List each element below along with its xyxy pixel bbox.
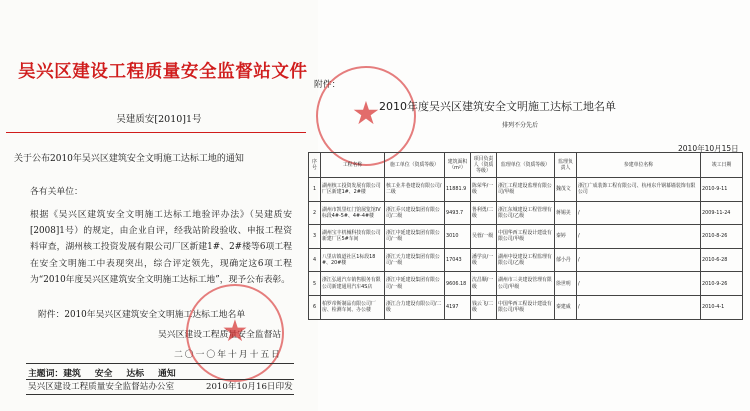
table-cell: 9493.7 bbox=[445, 201, 471, 225]
table-cell: / bbox=[577, 248, 701, 272]
table-cell: 4197 bbox=[445, 295, 471, 319]
table-cell: 浙江工程建设监理有限公司/甲级 bbox=[497, 178, 555, 202]
table-cell: 浙江广成装饰工程有限公司、杭州东升钢幕墙装饰有限公司 bbox=[577, 178, 701, 202]
table-cell: 3 bbox=[309, 225, 321, 249]
subject-words bbox=[28, 366, 190, 379]
subject-word: 达标 bbox=[126, 369, 145, 379]
document-header: 吴兴区建设工程质量安全监督站文件 bbox=[18, 62, 308, 82]
table-cell: 湖州宝丰机械科技有限公司新建厂区5#车间 bbox=[321, 225, 385, 249]
table-row bbox=[309, 272, 743, 296]
order-note: 排列不分先后 bbox=[502, 122, 539, 129]
table-cell: 鲁利勇/二级 bbox=[471, 201, 497, 225]
notice-title: 关于公布2010年吴兴区建筑安全文明施工达标工地的通知 bbox=[14, 154, 244, 164]
table-cell: / bbox=[577, 295, 701, 319]
issuing-office: 吴兴区建设工程质量安全监督站办公室 bbox=[28, 382, 175, 392]
table-cell: 中国华西工程设计建设有限公司/甲级 bbox=[497, 295, 555, 319]
print-date: 2010年10月16日印发 bbox=[206, 382, 293, 392]
table-cell: 5 bbox=[309, 272, 321, 296]
list-title: 2010年度吴兴区建筑安全文明施工达标工地名单 bbox=[379, 100, 616, 113]
table-cell: 湖州核工投资发展有限公司厂区新建1#、2#楼 bbox=[321, 178, 385, 202]
seal-star-icon: ★ bbox=[351, 94, 381, 132]
table-row bbox=[309, 248, 743, 272]
table-row bbox=[309, 295, 743, 319]
table-cell: 4 bbox=[309, 248, 321, 272]
table-cell: 浙江乔兴建设集团有限公司/二级 bbox=[385, 201, 445, 225]
table-cell: 柏罗帝斯制品有限公司厂房、检测车间、办公楼 bbox=[321, 295, 385, 319]
table-header-row bbox=[309, 153, 743, 178]
sites-table bbox=[308, 152, 742, 320]
table-cell: 2010-6-28 bbox=[701, 248, 743, 272]
table-cell: 湖州市凯里红门馆展览馆IV标段4#-5#、4#-4#楼 bbox=[321, 201, 385, 225]
column-header: 监理负责人 bbox=[555, 153, 577, 178]
subject-word: 主题词：建筑 bbox=[28, 369, 81, 379]
table-cell: 沈昌顺/一级 bbox=[471, 272, 497, 296]
table-cell: 6 bbox=[309, 295, 321, 319]
subject-word: 通知 bbox=[158, 369, 176, 379]
column-header: 序号 bbox=[309, 153, 321, 178]
issuer-name: 吴兴区建设工程质量安全监督站 bbox=[158, 330, 282, 340]
table-cell: 浙江合力建设有限公司/二级 bbox=[385, 295, 445, 319]
attachment-note: 附件：2010年吴兴区建筑安全文明施工达标工地名单 bbox=[38, 310, 246, 320]
table-cell: 浙江天力建设集团有限公司/一级 bbox=[385, 248, 445, 272]
table-cell: 11881.9 bbox=[445, 178, 471, 202]
table-cell: 八里店镇道社区1标段18#、20#楼 bbox=[321, 248, 385, 272]
table-cell: 潘学良/一级 bbox=[471, 248, 497, 272]
column-header: 建筑面积（m²） bbox=[445, 153, 471, 178]
column-header: 监理单位（资质等级） bbox=[497, 153, 555, 178]
official-seal-icon bbox=[186, 284, 284, 382]
table-cell: 钱云飞/二级 bbox=[471, 295, 497, 319]
table-cell: 浙江中延建设集团有限公司/一级 bbox=[385, 272, 445, 296]
table-cell: 湖州中设建设工程监理有限公司/乙级 bbox=[497, 248, 555, 272]
table-cell: 2010-4-1 bbox=[701, 295, 743, 319]
table-cell: 秦婷 bbox=[555, 225, 577, 249]
table-cell: 2 bbox=[309, 201, 321, 225]
column-header: 参建单位名称 bbox=[577, 153, 701, 178]
table-cell: 2010-9-26 bbox=[701, 272, 743, 296]
table-cell: / bbox=[577, 225, 701, 249]
table-cell: 秦建威 bbox=[555, 295, 577, 319]
divider bbox=[26, 394, 294, 395]
table-cell: 浙江弘通汽车销售服务有限公司新建通用汽车4S店 bbox=[321, 272, 385, 296]
table-cell: 3010 bbox=[445, 225, 471, 249]
table-cell: 吴蓉/一级 bbox=[471, 225, 497, 249]
table-cell: 蒋锡美 bbox=[555, 201, 577, 225]
table-cell: / bbox=[577, 272, 701, 296]
table-cell: 郁小丹 bbox=[555, 248, 577, 272]
seal-star-icon: ★ bbox=[221, 314, 249, 349]
table-cell: 17043 bbox=[445, 248, 471, 272]
table-cell: 核工业井巷建设有限公司/二级 bbox=[385, 178, 445, 202]
divider bbox=[26, 363, 294, 364]
table-cell: 徐世明 bbox=[555, 272, 577, 296]
table-cell: 魏茂文 bbox=[555, 178, 577, 202]
header-divider bbox=[6, 132, 306, 133]
list-date: 2010年10月15日 bbox=[678, 144, 739, 153]
table-cell: 2010-9-11 bbox=[701, 178, 743, 202]
table-cell: 2010-8-26 bbox=[701, 225, 743, 249]
table-cell: 湖州市三美建设管理有限公司/甲级 bbox=[497, 272, 555, 296]
salutation: 各有关单位： bbox=[30, 187, 83, 197]
table-row bbox=[309, 201, 743, 225]
table-cell: 1 bbox=[309, 178, 321, 202]
table-cell: 浙江中延建设集团有限公司/一级 bbox=[385, 225, 445, 249]
table-row bbox=[309, 225, 743, 249]
column-header: 工程名称 bbox=[321, 153, 385, 178]
column-header: 竣工日期 bbox=[701, 153, 743, 178]
attachment-label: 附件： bbox=[314, 80, 341, 90]
notice-body: 根据《吴兴区建筑安全文明施工达标工地验评办法》（吴建质安[2008]1号）的规定，由企业自评，经我站阶段验收、申报工程资料审查，湖州核工投资发展有限公司厂区新建1#、2#楼等6项工程在安全文明施工中表现突出，综合评定领先，现确定这6项工程为“2010年度吴兴区建筑安全文明施工达标工地”，现予公布表彰。 bbox=[30, 210, 292, 285]
table-cell: 陈荣华/一级 bbox=[471, 178, 497, 202]
table-cell: 2009-11-24 bbox=[701, 201, 743, 225]
table-cell: 浙江东城建设工程管理有限公司/乙级 bbox=[497, 201, 555, 225]
table-cell: / bbox=[577, 201, 701, 225]
column-header: 施工单位（资质等级） bbox=[385, 153, 445, 178]
table-row bbox=[309, 178, 743, 202]
column-header: 项目负责人（资质等级） bbox=[471, 153, 497, 178]
official-seal-icon bbox=[316, 66, 416, 166]
table-cell: 中国华西工程设计建设有限公司/甲级 bbox=[497, 225, 555, 249]
issue-date: 二〇一〇年十月十五日 bbox=[174, 350, 282, 360]
document-number: 吴建质安[2010]1号 bbox=[116, 114, 202, 125]
subject-word: 安全 bbox=[94, 369, 113, 379]
table-cell: 9606.18 bbox=[445, 272, 471, 296]
